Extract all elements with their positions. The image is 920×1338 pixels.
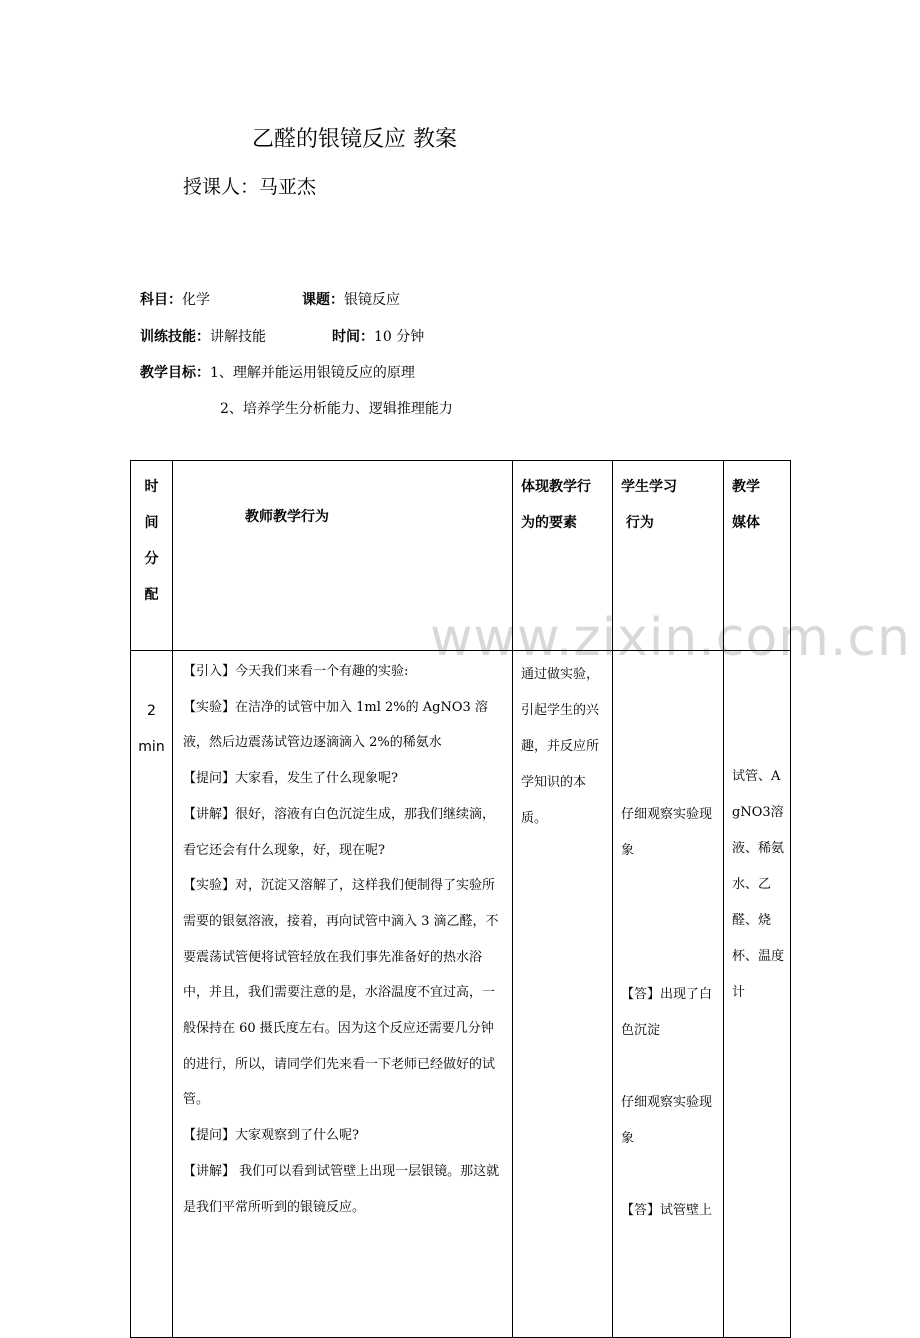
student-action-1: 仔细观察实验现象	[621, 807, 713, 858]
skill-value: 讲解技能	[210, 329, 266, 345]
header-student	[613, 461, 724, 651]
header-media	[724, 461, 791, 651]
info-skill	[140, 326, 266, 346]
header-time-3: 分	[144, 551, 159, 567]
topic-label: 课题：	[302, 292, 344, 308]
info-subject	[140, 289, 210, 309]
goal-label: 教学目标：	[140, 365, 210, 381]
time-value: 10 分钟	[374, 329, 425, 345]
header-student-2: 行为	[621, 515, 654, 531]
time-value-num: 2	[147, 703, 156, 719]
table-row	[131, 651, 791, 1338]
info-time	[332, 326, 424, 346]
time-label: 时间：	[332, 329, 374, 345]
teacher-step-3: 【提问】大家看，发生了什么现象呢?	[183, 771, 398, 787]
cell-time	[131, 651, 173, 1338]
student-action-4: 【答】试管壁上	[621, 1203, 713, 1218]
lesson-table	[130, 460, 791, 1338]
watermark: www.zixin.com.cn	[430, 608, 911, 668]
header-elements	[513, 461, 613, 651]
teacher-step-5: 【实验】对，沉淀又溶解了，这样我们便制得了实验所需要的银氨溶液，接着，再向试管中滴入 3 滴乙醛，不要震荡试管便将试管轻放在我们事先准备好的热水浴中，并且，我们需要注意的是，水浴温度不宜过高，一般保持在 60 摄氏度左右。因为这个反应还需要几分钟的进行，所以，请同学们先来看一下老师已经做好的试管。	[183, 878, 499, 1108]
teacher-step-6: 【提问】大家观察到了什么呢?	[183, 1128, 359, 1144]
header-media-2: 媒体	[732, 515, 760, 531]
cell-student	[613, 651, 724, 1338]
info-goal	[140, 362, 415, 382]
header-time	[131, 461, 173, 651]
time-value-unit: min	[138, 739, 165, 755]
header-teacher: 教师教学行为	[173, 461, 513, 651]
goal-1: 1、理解并能运用银镜反应的原理	[210, 365, 415, 381]
header-elements-1: 体现教学行	[521, 479, 591, 495]
info-topic	[302, 289, 400, 309]
cell-media: 试管、AgNO3溶液、稀氨水、乙醛、烧杯、温度计	[724, 651, 791, 1338]
cell-teacher	[173, 651, 513, 1338]
cell-elements: 通过做实验，引起学生的兴趣，并反应所学知识的本质。	[513, 651, 613, 1338]
teacher-step-4: 【讲解】很好，溶液有白色沉淀生成，那我们继续滴，看它还会有什么现象，好，现在呢?	[183, 806, 496, 858]
lecturer-line: 授课人：马亚杰	[183, 176, 317, 198]
table-header-row	[131, 461, 791, 651]
header-student-1: 学生学习	[621, 479, 677, 495]
document-title: 乙醛的银镜反应 教案	[252, 127, 457, 152]
header-time-1: 时	[144, 479, 159, 495]
teacher-step-2: 【实验】在洁净的试管中加入 1ml 2%的 AgNO3 溶液，然后边震荡试管边逐滴滴入 2%的稀氨水	[183, 699, 488, 751]
student-action-3: 仔细观察实验现象	[621, 1095, 713, 1146]
header-media-1: 教学	[732, 479, 760, 495]
subject-value: 化学	[182, 292, 210, 308]
teacher-step-1: 【引入】今天我们来看一个有趣的实验:	[183, 664, 409, 679]
subject-label: 科目：	[140, 292, 182, 308]
topic-value: 银镜反应	[344, 292, 400, 308]
goal-2: 2、培养学生分析能力、逻辑推理能力	[220, 401, 453, 417]
header-time-2: 间	[144, 515, 159, 531]
teacher-step-7: 【讲解】 我们可以看到试管壁上出现一层银镜。那这就是我们平常所听到的银镜反应。	[183, 1163, 500, 1215]
skill-label: 训练技能：	[140, 329, 210, 345]
header-elements-2: 为的要素	[521, 515, 577, 531]
student-action-2: 【答】出现了白色沉淀	[621, 987, 713, 1038]
header-time-4: 配	[144, 587, 159, 603]
